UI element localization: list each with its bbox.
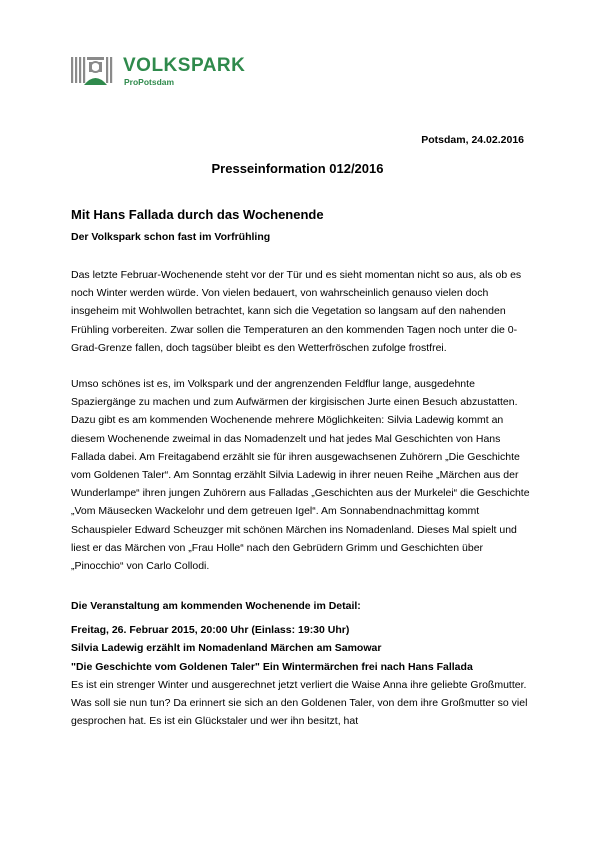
dateline: Potsdam, 24.02.2016 xyxy=(421,134,524,146)
paragraph-intro: Das letzte Februar-Wochenende steht vor der Tür und es sieht momentan nicht so aus, als ob es noch Winter werden würde. Von vielen bedauert, von wahrscheinlich genauso vielen doch insgeheim mit Wohlwollen betrachtet, kann sich die Vegetation so langsam auf den nahenden Frühling vorbereiten. Zwar sollen die Temperaturen an den kommenden Tagen noch unter die 0-Grad-Grenze fallen, doch tagsüber bleibt es den Wetterfröschen zufolge frostfrei. xyxy=(71,269,522,354)
park-gate-logo-icon xyxy=(70,54,118,88)
event-description: Es ist ein strenger Winter und ausgerechnet jetzt verliert die Waise Anna ihre geliebte Großmutter. Was soll sie nun tun? Da erinnert sie sich an den Goldenen Taler, von dem ihre Großmutter so viel gesprochen hat. Es ist ein Glückstaler und wer ihn besitzt, hat xyxy=(71,678,528,728)
paragraph-events: Umso schönes ist es, im Volkspark und der angrenzenden Feldflur lange, ausgedehnte Spaziergänge zu machen und zum Aufwärmen der kirgisischen Jurte einen Besuch abzustatten. Dazu gibt es am kommenden Wochenende mehrere Möglichkeiten: Silvia Ladewig kommt an diesem Wochenende zweimal in das Nomadenzelt und hat jedes Mal Geschichten von Hans Fallada dabei. Am Freitagabend erzählt sie für ihren ausgewachsenen Zuhörern „Die Geschichte vom Goldenen Taler“. Am Sonntag erzählt Silvia Ladewig in ihrer neuen Reihe „Märchen aus der Wunderlampe“ ihren jungen Zuhörern aus Falladas „Geschichten aus der Murkelei“ die Geschichte „Vom Mäusecken Wackelohr und dem getreuen Igel“. Am Sonnabendnachmittag kommt Schauspieler Edward Scheuzger mit schönen Märchen ins Nomadenland. Dieses Mal spielt und liest er das Märchen von „Frau Holle“ nach den Gebrüdern Grimm und Geschichten über „Pinocchio“ von Carlo Collodi. xyxy=(71,378,530,573)
subheadline: Der Volkspark schon fast im Vorfrühling xyxy=(71,231,271,243)
article-body xyxy=(71,207,531,730)
headline: Mit Hans Fallada durch das Wochenende xyxy=(71,207,324,222)
volkspark-logo xyxy=(70,54,260,88)
press-release-title: Presseinformation 012/2016 xyxy=(211,161,384,176)
logo-title: VOLKSPARK xyxy=(123,55,246,76)
section-title: Die Veranstaltung am kommenden Wochenende im Detail: xyxy=(71,600,361,613)
event-title: "Die Geschichte vom Goldenen Taler" Ein Wintermärchen frei nach Hans Fallada xyxy=(71,660,473,673)
event-datetime: Freitag, 26. Februar 2015, 20:00 Uhr (Einlass: 19:30 Uhr) xyxy=(71,624,350,637)
event-performer: Silvia Ladewig erzählt im Nomadenland Märchen am Samowar xyxy=(71,642,382,655)
logo-subtitle: ProPotsdam xyxy=(124,77,175,87)
